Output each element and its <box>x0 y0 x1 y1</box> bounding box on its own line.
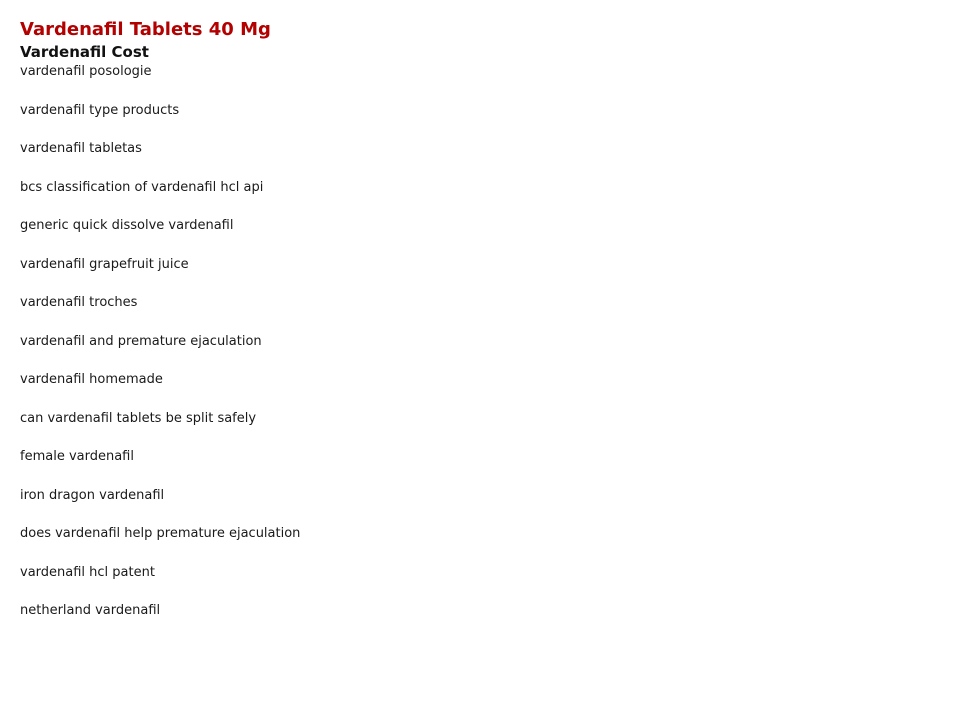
list-item: vardenafil homemade <box>20 372 163 387</box>
list-item: bcs classification of vardenafil hcl api <box>20 179 264 195</box>
list-item: netherland vardenafil <box>20 603 161 618</box>
keyword-list <box>20 61 960 639</box>
list-item: vardenafil posologie <box>20 64 152 79</box>
list-item: vardenafil grapefruit juice <box>20 256 189 272</box>
list-item: vardenafil hcl patent <box>20 564 155 580</box>
page-title: Vardenafil Tablets 40 Mg <box>20 19 271 40</box>
list-item: vardenafil tabletas <box>20 141 142 156</box>
list-item: female vardenafil <box>20 449 134 464</box>
list-item: can vardenafil tablets be split safely <box>20 410 257 426</box>
list-item: vardenafil type products <box>20 102 180 118</box>
list-item: generic quick dissolve vardenafil <box>20 218 234 233</box>
list-item: vardenafil and premature ejaculation <box>20 333 262 349</box>
list-item: iron dragon vardenafil <box>20 487 165 503</box>
list-item: does vardenafil help premature ejaculation <box>20 526 301 541</box>
page-subtitle: Vardenafil Cost <box>20 43 149 61</box>
list-item: vardenafil troches <box>20 295 138 310</box>
